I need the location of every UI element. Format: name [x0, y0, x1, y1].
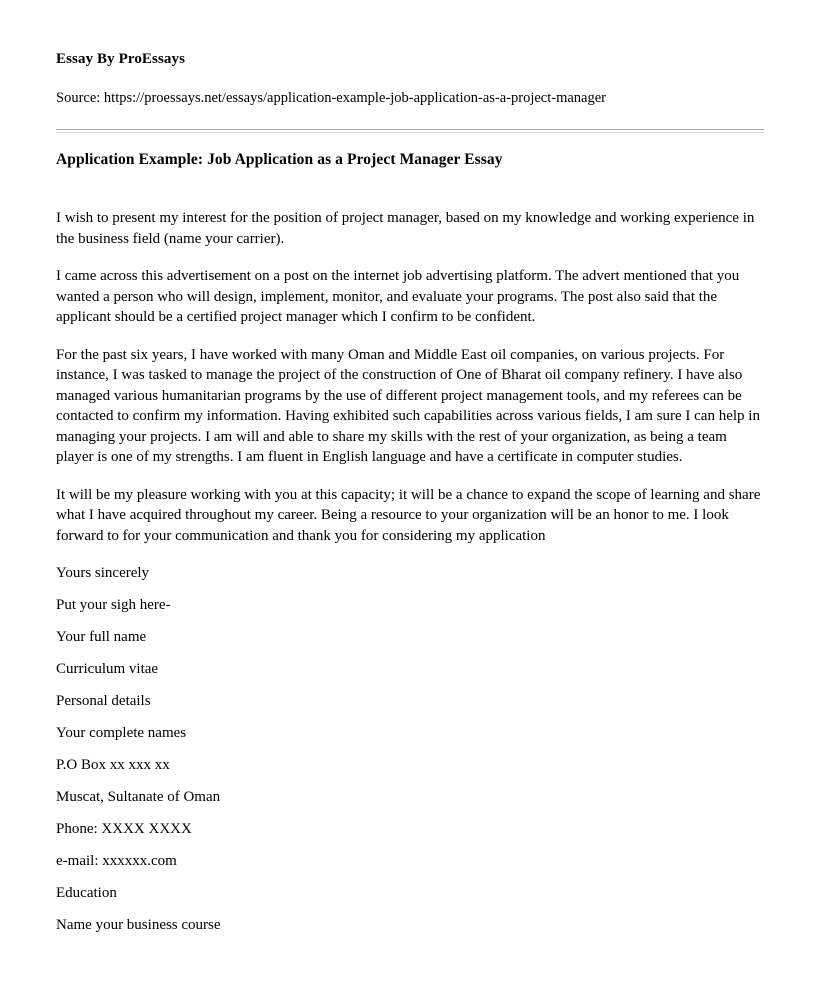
essay-body — [56, 208, 764, 546]
closing-block — [56, 563, 764, 936]
header-divider — [56, 129, 764, 133]
closing-line: Name your business course — [56, 917, 221, 933]
closing-line: Put your sigh here- — [56, 597, 171, 613]
closing-line: e-mail: xxxxxx.com — [56, 853, 177, 869]
closing-line: Education — [56, 885, 117, 901]
closing-line: P.O Box xx xxx xx — [56, 757, 170, 773]
closing-line: Personal details — [56, 693, 151, 709]
closing-line: Muscat, Sultanate of Oman — [56, 789, 221, 805]
closing-line: Your full name — [56, 629, 147, 645]
body-paragraph: It will be my pleasure working with you at this capacity; it will be a chance to expand the scope of learning and share what I have acquired throughout my career. Being a resource to your organization will be an honor to me. I look forward to for your communication and thank you for considering my application — [56, 486, 761, 544]
body-paragraph: I came across this advertisement on a post on the internet job advertising platform. The advert mentioned that you wanted a person who will design, implement, monitor, and evaluate your programs. The post also said that the applicant should be a certified project manager which I confirm to be confident. — [56, 268, 740, 325]
closing-line: Curriculum vitae — [56, 661, 159, 677]
source-url-line: Source: https://proessays.net/essays/application-example-job-application-as-a-project-manager — [56, 90, 607, 106]
closing-line: Yours sincerely — [56, 565, 150, 581]
site-name: Essay By ProEssays — [56, 51, 186, 67]
page-title: Application Example: Job Application as a Project Manager Essay — [56, 151, 503, 168]
body-paragraph: For the past six years, I have worked with many Oman and Middle East oil companies, on various projects. For instance, I was tasked to manage the project of the construction of One of Bharat oil company refinery. I have also managed various humanitarian programs by the use of different project management tools, and my referees can be contacted to confirm my information. Having exhibited such capabilities across various fields, I am sure I can help in managing your projects. I am will and able to share my skills with the rest of your organization, as being a team player is one of my strengths. I am fluent in English language and have a certificate in computer studies. — [56, 346, 760, 465]
body-paragraph: I wish to present my interest for the position of project manager, based on my knowledge and working experience in the business field (name your carrier). — [56, 210, 755, 247]
closing-line: Your complete names — [56, 725, 187, 741]
closing-line: Phone: XXXX XXXX — [56, 821, 192, 837]
